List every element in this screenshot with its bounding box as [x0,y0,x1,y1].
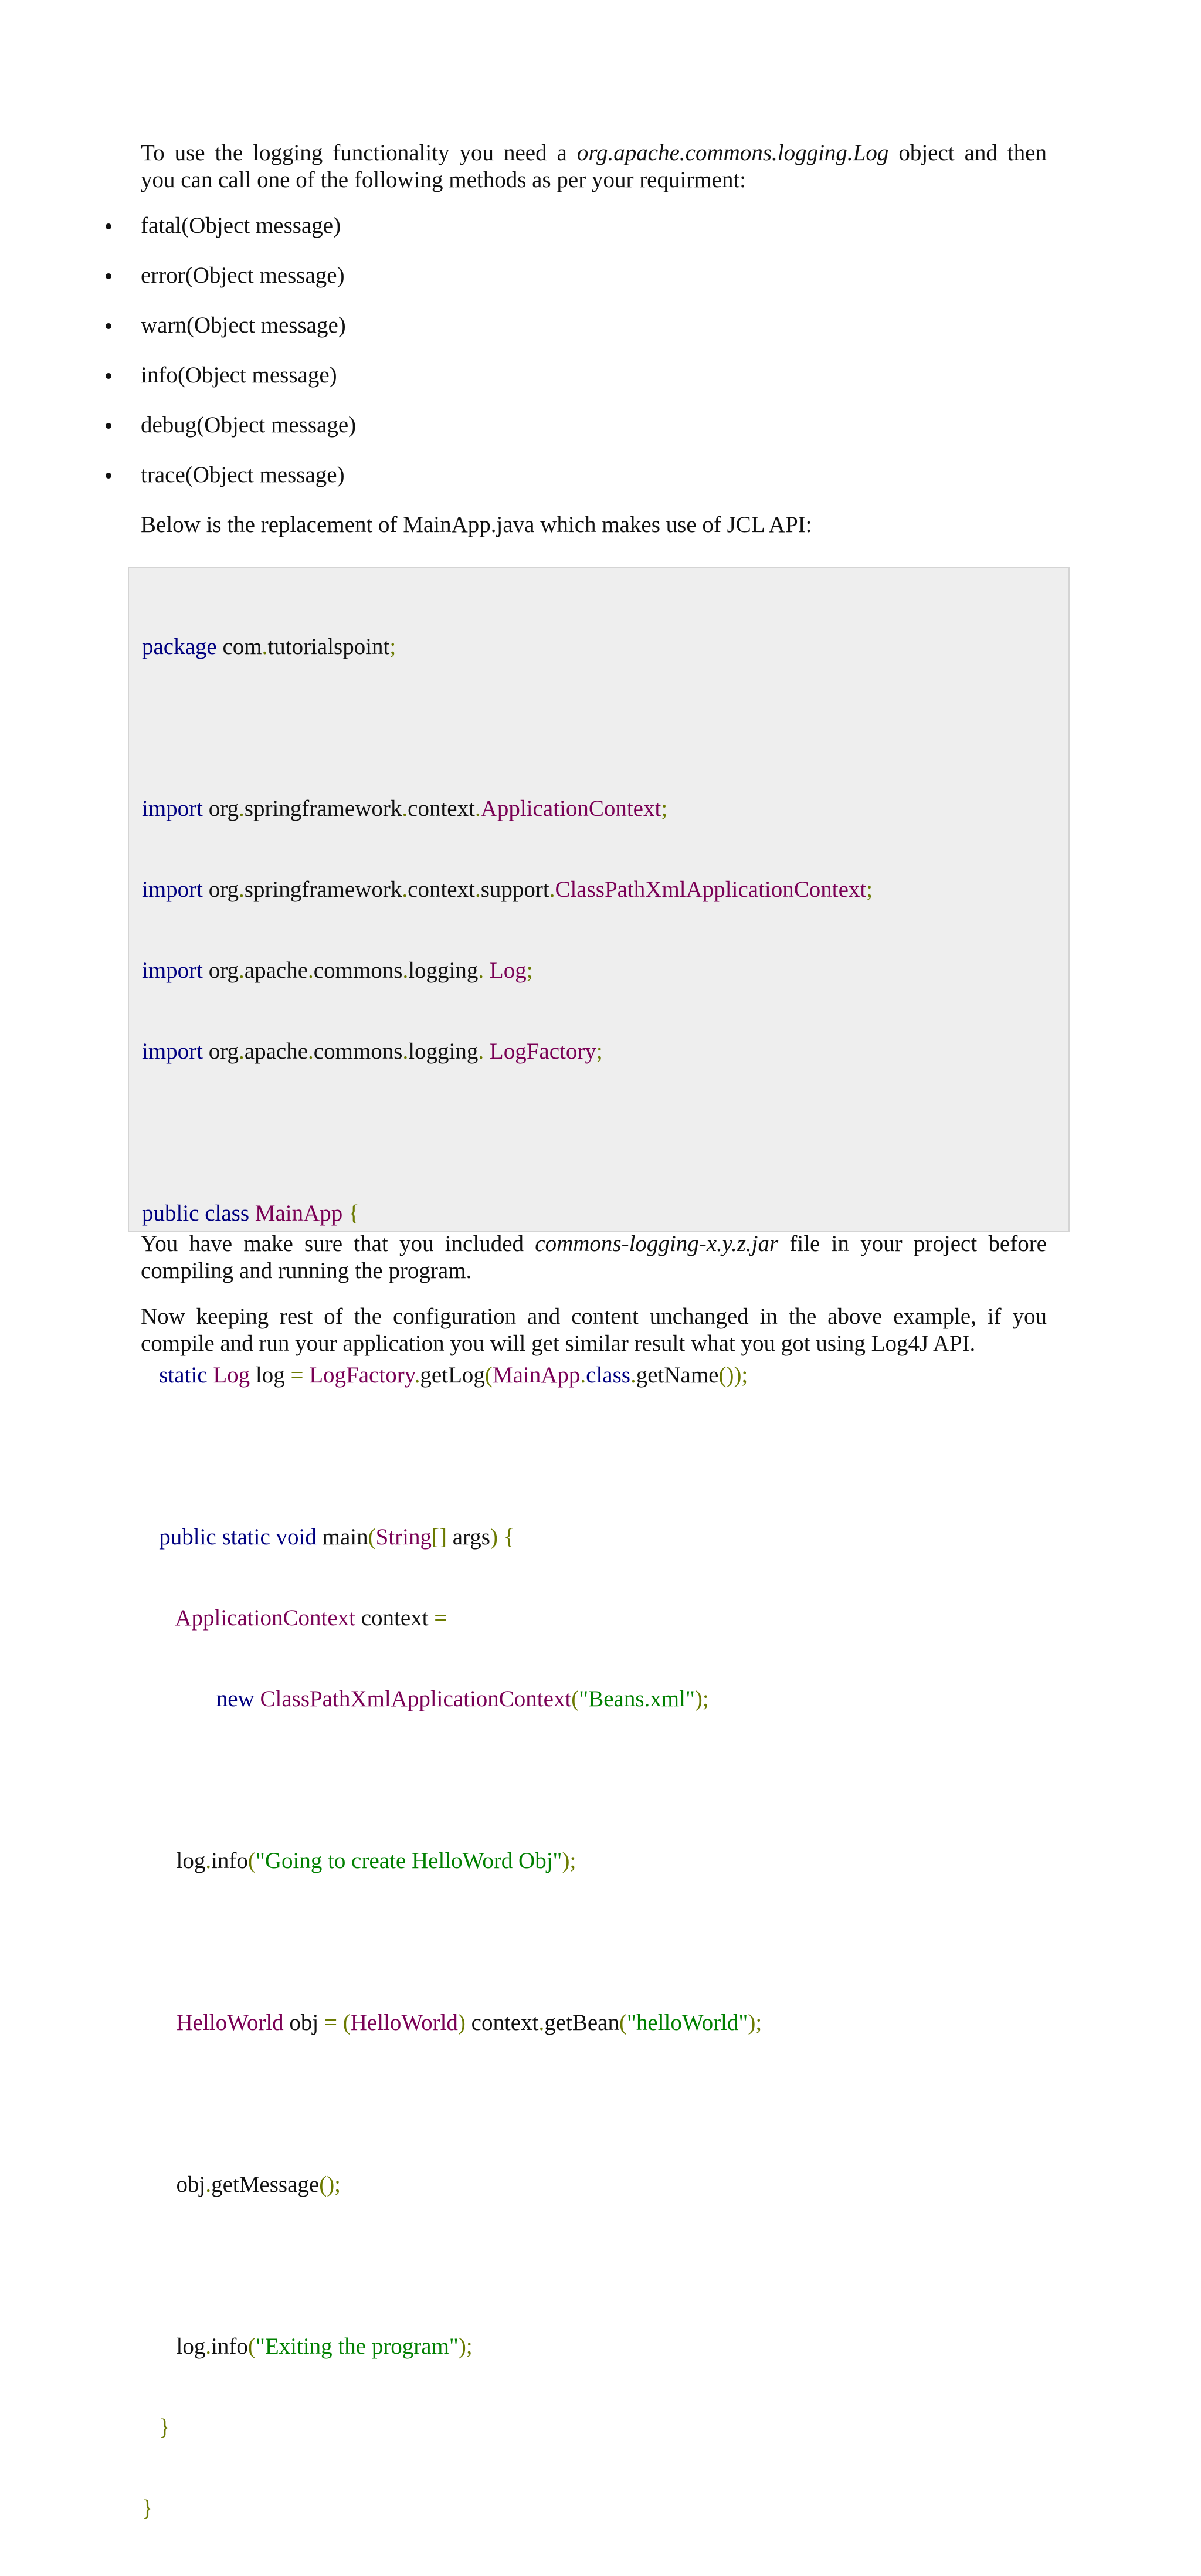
code-listing [142,579,873,2576]
bullet-icon [106,223,111,229]
code-line: import org.apache.commons.logging. Log; [142,958,533,983]
intro-paragraph [141,140,1047,194]
code-line: static Log log = LogFactory.getLog(MainApp.class.getName()); [142,1362,748,1388]
code-line: public class MainApp { [142,1201,359,1226]
code-line: } [142,2415,170,2440]
bullet-icon [106,423,111,429]
bullet-icon [106,323,111,329]
log-class-name: org.apache.commons.logging.Log [576,140,889,165]
code-line: package com.tutorialspoint; [142,634,396,659]
code-line-blank [142,1119,873,1146]
code-line: log.info("Going to create HelloWord Obj"); [142,1848,576,1873]
code-intro-paragraph: Below is the replacement of MainApp.java which makes use of JCL API: [141,512,812,537]
closing-line-1: Now keeping rest of the configuration and content unchanged in the above example, if you [141,1304,1047,1329]
code-line: HelloWorld obj = (HelloWorld) context.getBean("helloWorld"); [142,2010,762,2035]
code-line-blank [142,2252,873,2279]
code-line-blank [142,2090,873,2117]
bullet-icon [106,373,111,379]
code-line: public static void main(String[] args) { [142,1524,515,1550]
code-line-blank [142,1767,873,1794]
code-line: } [142,2496,153,2521]
intro-line-1: To use the logging functionality you need a org.apache.commons.logging.Log object and then [141,140,1047,165]
code-line: new ClassPathXmlApplicationContext("Beans.xml"); [142,1686,709,1711]
code-line: log.info("Exiting the program"); [142,2334,473,2359]
code-line-blank [142,714,873,741]
intro-line-2: you can call one of the following methods as per your requirment: [141,167,747,192]
code-line: import org.springframework.context.support.ClassPathXmlApplicationContext; [142,877,873,902]
document-page: To use the logging functionality you need a org.apache.commons.logging.Log object and then you can call one of the following methods as per your requirment: fatal(Object message) error(Object message) warn(Object message) info(Object message) debug(Object message) trace(Object message) Below is the replacement of MainApp.java which makes use of JCL API: package com.tutorialspoint; import org.springframework.context.ApplicationContext; import org.springframework.context.support.ClassPathXmlApplicationContext; import org.apache.commons.logging. Log; import org.apache.commons.logging. LogFactory; public class MainApp { static Log log = LogFactory.getLog(MainApp.class.getName()); public static void main(String[] args) { ApplicationContext context = new ClassPathXmlApplicationContext("Beans.xml"); log.info("Going to create HelloWord Obj"); HelloWorld obj = (HelloWorld) context.getBean("helloWorld"); obj.getMessage(); log.info("Exiting the program"); } } You have make sure that you included commons-logging-x.y.z.jar file in your project before compiling and running the program. Now keeping rest of the configuration and content unchanged in the above example, if you compile and run your application you will get similar result what you got using Log4J API. [0,0,1201,1554]
jar-note-line-1: You have make sure that you included commons-logging-x.y.z.jar file in your project before [141,1231,1047,1256]
code-line-blank [142,1443,873,1470]
bullet-icon [106,473,111,479]
code-line: import org.apache.commons.logging. LogFactory; [142,1039,603,1064]
jar-file-name: commons-logging-x.y.z.jar [535,1231,779,1256]
closing-line-2: compile and run your application you will get similar result what you got using Log4J API. [141,1331,976,1356]
jar-note-paragraph [141,1231,1047,1284]
code-line: ApplicationContext context = [142,1605,447,1631]
code-line-blank [142,1928,873,1955]
jar-note-line-2: compiling and running the program. [141,1258,472,1283]
closing-paragraph [141,1303,1047,1357]
code-line: obj.getMessage(); [142,2172,341,2197]
bullet-icon [106,273,111,279]
code-line: import org.springframework.context.ApplicationContext; [142,796,668,821]
